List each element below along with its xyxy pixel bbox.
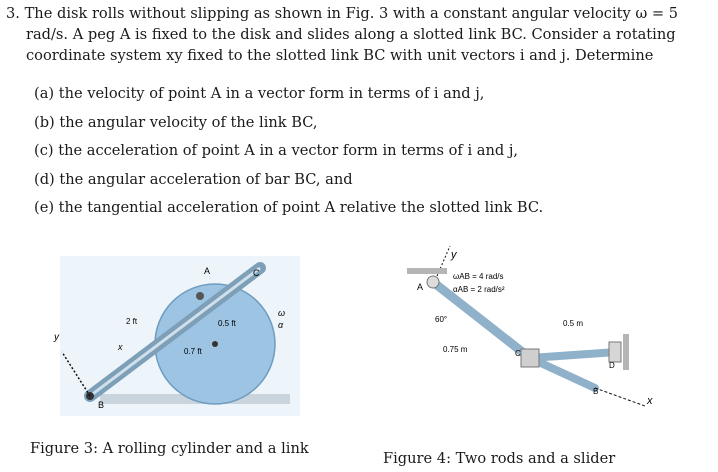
fig4-label-angle: 60° [435, 315, 448, 324]
top-support [407, 268, 447, 274]
part-b: (b) the angular velocity of the link BC, [34, 113, 318, 131]
right-wall [623, 334, 629, 370]
slider-d [609, 342, 621, 362]
fig4-label-y: y [451, 249, 457, 261]
label-omega: ω [278, 308, 286, 318]
fig4-label-b: B [593, 387, 599, 396]
part-e: (e) the tangential acceleration of point A relative the slotted link BC. [34, 199, 544, 216]
peg-a [196, 292, 204, 300]
figure-4 [395, 246, 675, 416]
part-d: (d) the angular acceleration of bar BC, and [34, 170, 353, 188]
problem-line-2: rad/s. A peg A is fixed to the disk and slides along a slotted link BC. Consider a rotating [26, 26, 676, 43]
fig4-label-c: C [515, 349, 521, 358]
collar-c [521, 349, 539, 367]
label-2ft: 2 ft [126, 317, 138, 326]
fig4-label-len2: 0.5 m [563, 319, 584, 328]
rod-cd [530, 358, 595, 388]
fig4-label-alpha: αAB = 2 rad/s² [453, 285, 505, 294]
part-a: (a) the velocity of point A in a vector form in terms of i and j, [34, 85, 485, 102]
disk-center [212, 341, 218, 347]
figure-3-caption: Figure 3: A rolling cylinder and a link [30, 440, 309, 457]
label-a: A [204, 266, 211, 276]
label-b: B [98, 400, 105, 410]
pin-a [427, 276, 439, 288]
fig4-label-omega: ωAB = 4 rad/s [453, 272, 504, 281]
label-07ft: 0.7 ft [184, 347, 202, 356]
label-x: x [118, 342, 123, 352]
question-parts [34, 80, 543, 223]
rod-to-slider [530, 352, 617, 358]
problem-line-1: 3. The disk rolls without slipping as shown in Fig. 3 with a constant angular velocity ω = 5 [6, 5, 679, 22]
part-c: (c) the acceleration of point A in a vector form in terms of i and j, [34, 142, 518, 159]
label-alpha: α [278, 320, 284, 330]
x-axis-line-fig4 [595, 388, 645, 406]
figure-4-caption: Figure 4: Two rods and a slider [383, 450, 616, 467]
label-c: C [253, 268, 260, 278]
figure-3 [54, 256, 300, 416]
fig4-label-x: x [647, 395, 653, 407]
fig4-label-len1: 0.75 m [443, 345, 468, 354]
problem-statement [6, 3, 712, 66]
fig4-label-a: A [417, 282, 424, 292]
fig4-label-d: D [609, 361, 615, 370]
label-y: y [54, 332, 59, 343]
label-05ft: 0.5 ft [218, 319, 236, 328]
problem-line-3: coordinate system xy fixed to the slotted link BC with unit vectors i and j. Determine [26, 47, 654, 64]
